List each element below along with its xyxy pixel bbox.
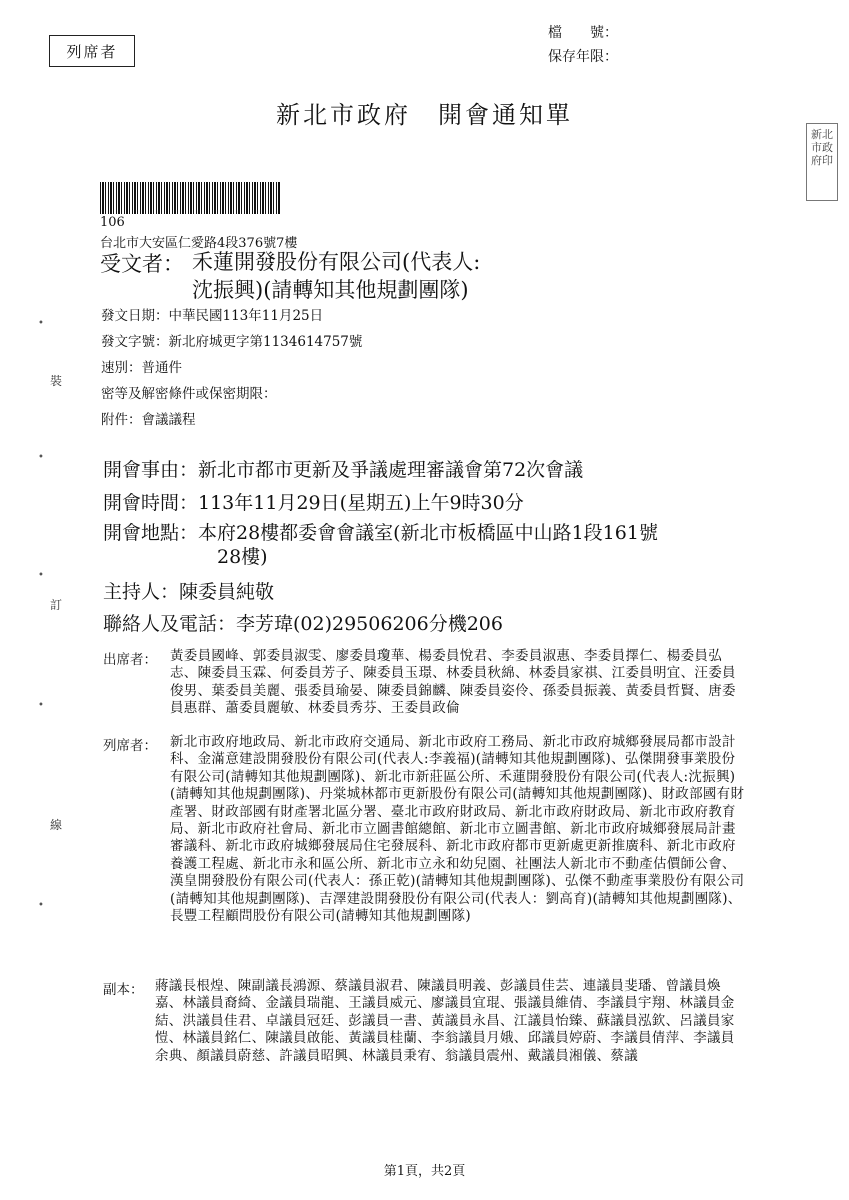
meeting-place-line-2: 28樓) [217,546,268,568]
attendee-type-stamp: 列席者 [49,35,135,67]
recipient-line-2: 沈振興)(請轉知其他規劃團隊) [192,278,469,302]
file-number-label: 檔 號： [548,25,618,41]
attendees-label: 出席者： [103,652,157,668]
binding-dot: • [38,318,44,329]
attachment: 附件：會議議程 [101,412,196,428]
meeting-time: 開會時間：113年11月29日(星期五)上午9時30分 [103,492,524,514]
document-number: 發文字號：新北府城更字第1134614757號 [101,334,363,350]
retention-period-label: 保存年限： [548,49,618,65]
meeting-place-line-1: 開會地點：本府28樓都委會會議室(新北市板橋區中山路1段161號 [103,522,658,544]
meeting-subject: 開會事由：新北市都市更新及爭議處理審議會第72次會議 [103,459,584,481]
binding-mark-middle: 訂 [50,598,63,612]
observers-label: 列席者： [103,738,157,754]
binding-mark-bottom: 線 [50,818,63,832]
delivery-speed: 速別：普通件 [101,360,182,376]
recipient-name [192,248,480,304]
recipient-label: 受文者： [100,252,184,276]
recipient-line-1: 禾蓮開發股份有限公司(代表人: [192,250,481,274]
secrecy-level: 密等及解密條件或保密期限： [101,386,277,402]
meeting-chair: 主持人：陳委員純敬 [103,581,275,603]
document-title: 新北市政府 開會通知單 [276,101,573,129]
attendees-list: 黃委員國峰、郭委員淑雯、廖委員瓊華、楊委員悅君、李委員淑惠、李委員擇仁、楊委員弘志、陳委員玉霖、何委員芳子、陳委員玉璟、林委員秋綿、林委員家祺、江委員明宜、汪委員俊男、葉委員美麗、張委員瑜晏、陳委員錦麟、陳委員姿伶、孫委員振義、黃委員哲賢、唐委員惠群、蕭委員麗敏、林委員秀芬、王委員政倫 [170,648,736,717]
postal-code: 106 [100,215,125,230]
meeting-place [103,521,658,569]
copies-label: 副本： [103,982,144,998]
binding-dot: • [38,700,44,711]
binding-dot: • [38,570,44,581]
binding-mark-top: 裝 [50,374,63,388]
contact-person: 聯絡人及電話：李芳瑋(02)29506206分機206 [103,613,503,635]
barcode-image [100,182,280,214]
recipient-address: 台北市大安區仁愛路4段376號7樓 [100,236,298,251]
observers-list: 新北市政府地政局、新北市政府交通局、新北市政府工務局、新北市政府城鄉發展局都市設計科、金滿意建設開發股份有限公司(代表人:李義福)(請轉知其他規劃團隊)、弘傑開發事業股份有限公司(請轉知其他規劃團隊)、新北市新莊區公所、禾蓮開發股份有限公司(代表人:沈振興)(請轉知其他規劃團隊)、丹棠城林都市更新股份有限公司(請轉知其他規劃團隊)、財政部國有財產署、財政部國有財產署北區分署、臺北市政府財政局、新北市政府財政局、新北市政府教育局、新北市政府社會局、新北市立圖書館總館、新北市立圖書館、新北市政府城鄉發展局計畫審議科、新北市政府城鄉發展局住宅發展科、新北市政府都市更新處更新推廣科、新北市政府養護工程處、新北市永和區公所、新北市立永和幼兒園、社團法人新北市不動產估價師公會、漢皇開發股份有限公司(代表人：孫正乾)(請轉知其他規劃團隊)、弘傑不動產事業股份有限公司(請轉知其他規劃團隊)、吉澤建設開發股份有限公司(代表人：劉高育)(請轉知其他規劃團隊)、長豐工程顧問股份有限公司(請轉知其他規劃團隊) [170,734,745,925]
copies-list: 蔣議長根煌、陳副議長鴻源、蔡議員淑君、陳議員明義、彭議員佳芸、連議員斐璠、曾議員煥嘉、林議員裔綺、金議員瑞龍、王議員威元、廖議員宜琨、張議員維倩、李議員宇翔、林議員金結、洪議員佳君、卓議員冠廷、彭議員一書、黃議員永昌、江議員怡臻、蘇議員泓欽、呂議員家愷、林議員銘仁、陳議員啟能、黃議員桂蘭、李翁議員月娥、邱議員婷蔚、李議員倩萍、李議員余典、顏議員蔚慈、許議員昭興、林議員秉宥、翁議員震州、戴議員湘儀、蔡議 [155,978,735,1064]
official-seal: 新北市政府印 [806,123,838,201]
page-number: 第1頁，共2頁 [383,1164,466,1179]
issue-date: 發文日期：中華民國113年11月25日 [101,308,324,324]
binding-dot: • [38,900,44,911]
binding-dot: • [38,452,44,463]
